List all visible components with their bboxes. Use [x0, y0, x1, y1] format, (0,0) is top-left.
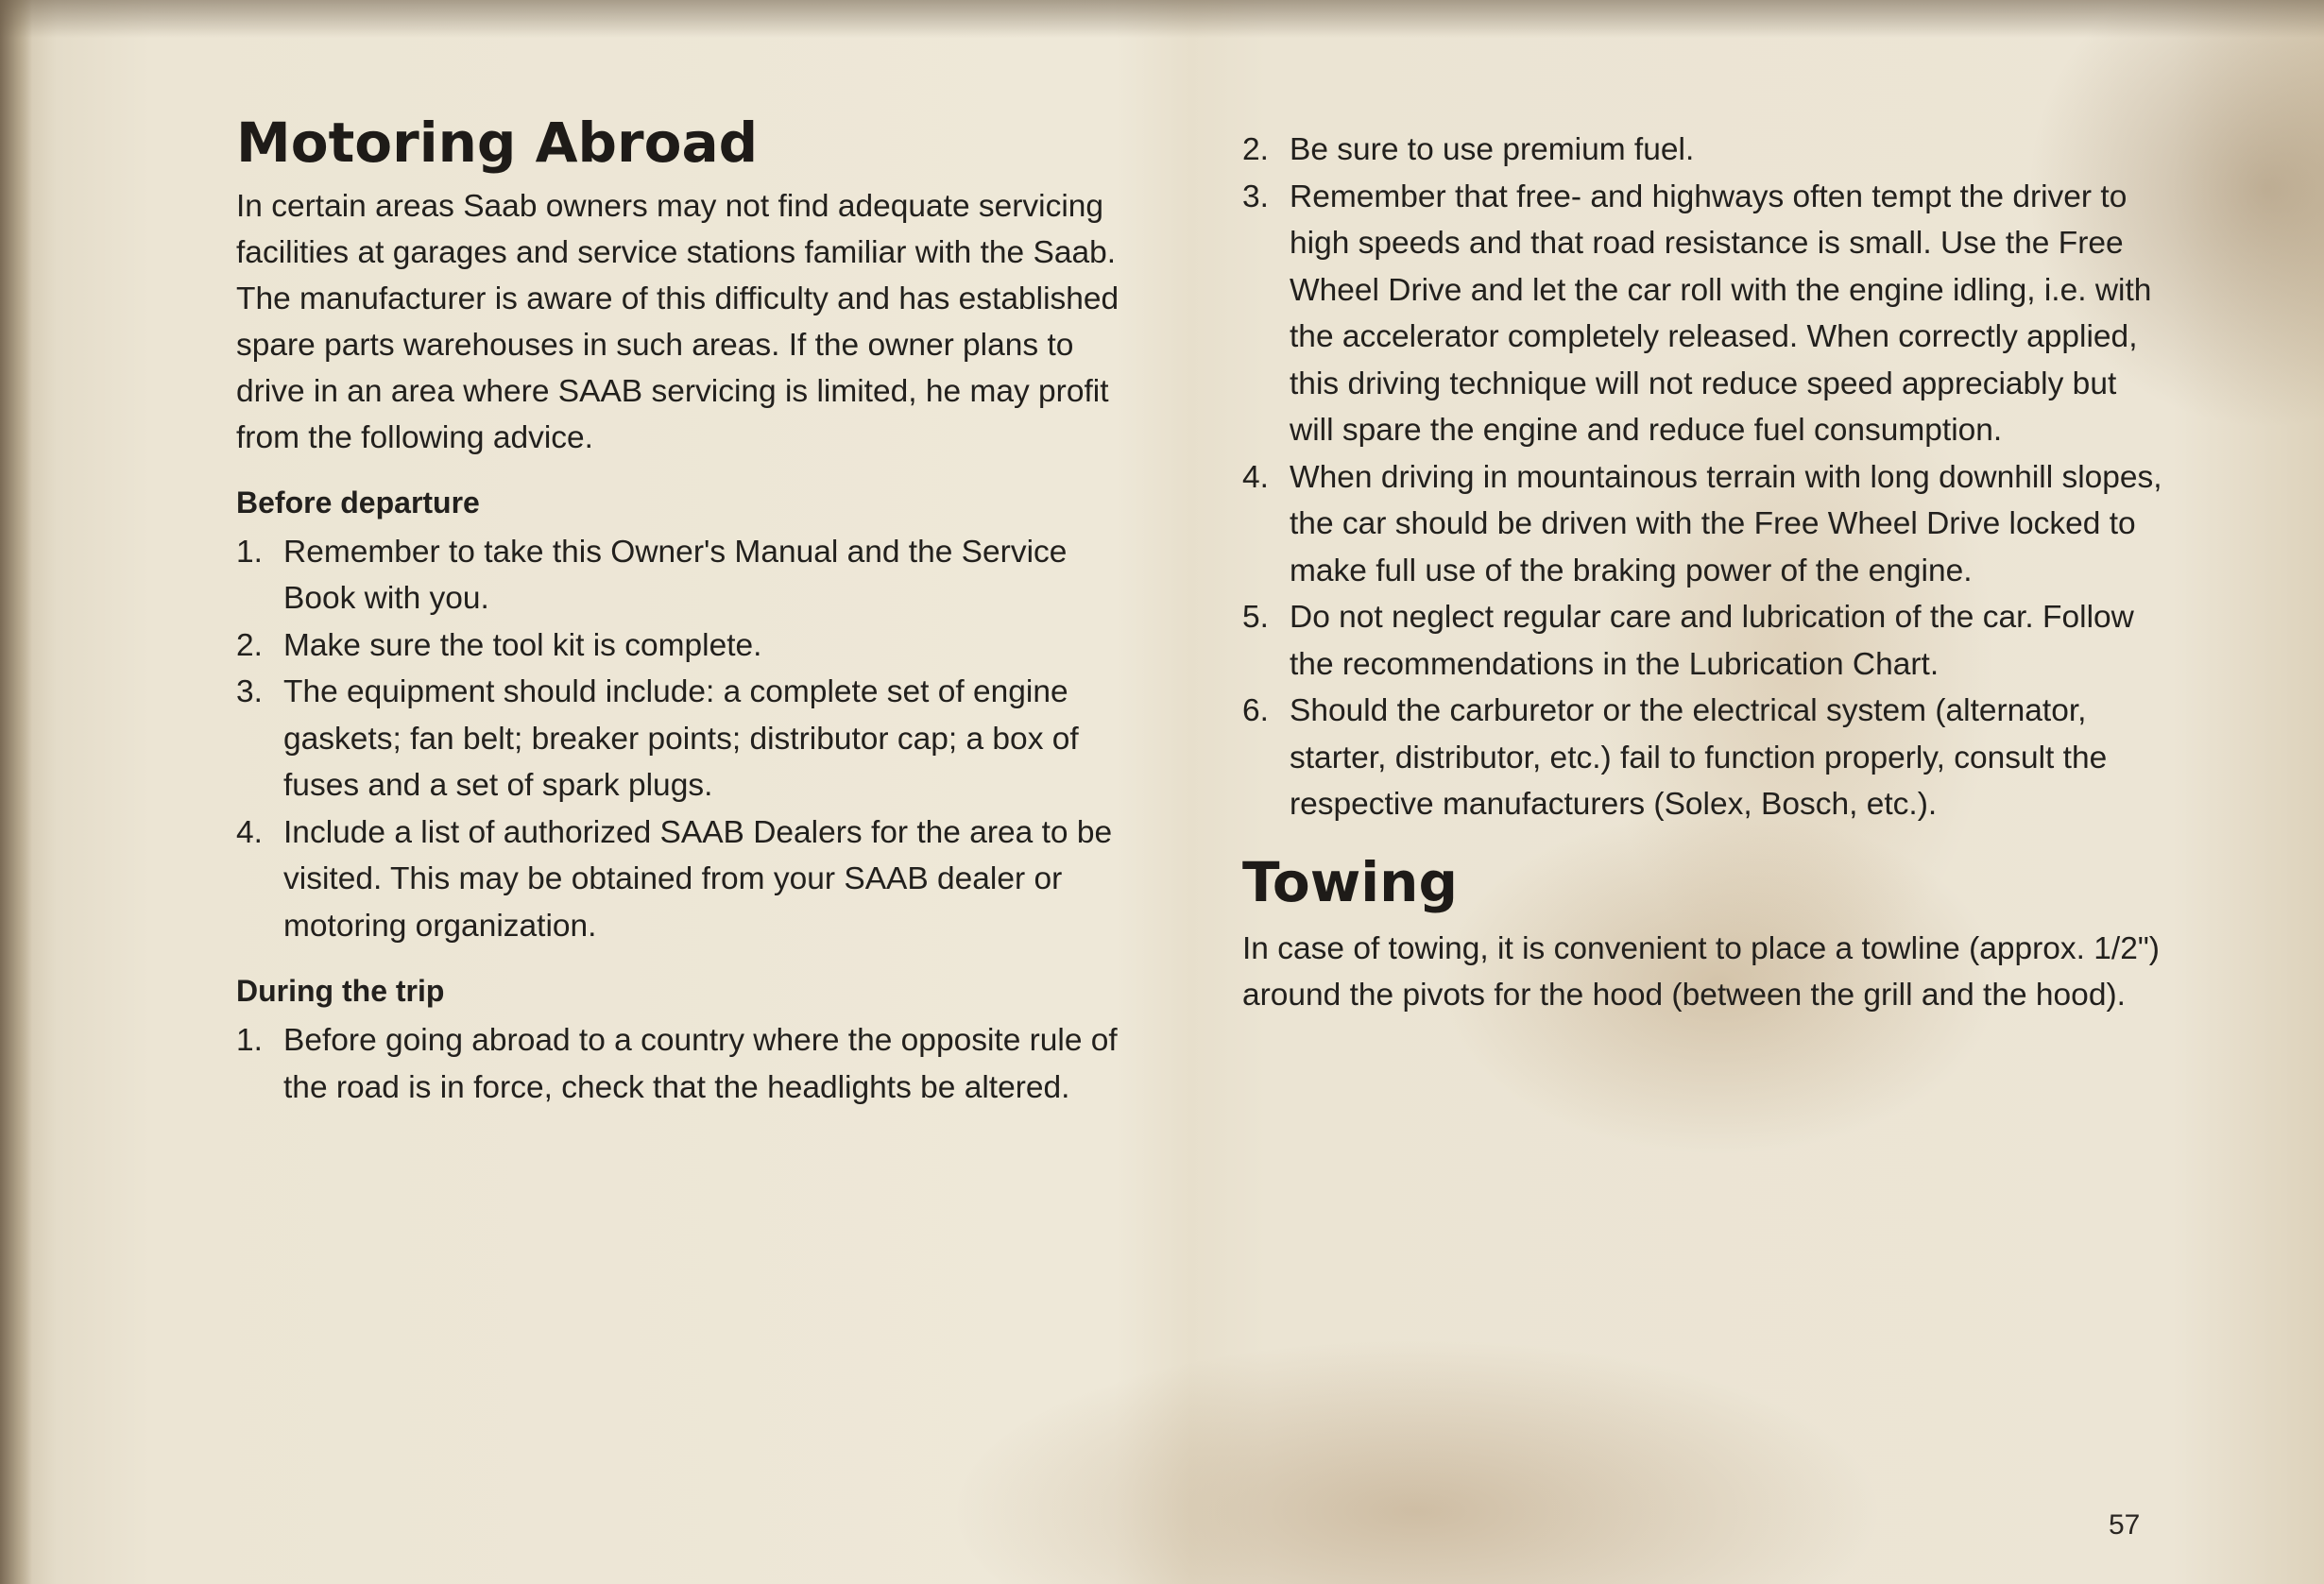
during-trip-list-continued: [1242, 127, 2168, 828]
page-number: 57: [2109, 1509, 2141, 1541]
list-item-text: Make sure the tool kit is complete.: [283, 627, 762, 663]
list-item-text: When driving in mountainous terrain with long downhill slopes, the car should be driven with the Free Wheel Drive locked to make full use of the braking power of the engine.: [1290, 459, 2162, 588]
list-item: [236, 1017, 1143, 1111]
list-item-text: Remember to take this Owner's Manual and the Service Book with you.: [283, 534, 1068, 617]
right-column: [1242, 127, 2168, 1018]
list-item-number: 6.: [1242, 693, 1269, 728]
list-item-text: Include a list of authorized SAAB Dealers for the area to be visited. This may be obtained from your SAAB dealer or motoring organization.: [283, 814, 1113, 944]
list-item-text: Should the carburetor or the electrical system (alternator, starter, distributor, etc.) fail to function properly, consult the respective manufacturers (Solex, Bosch, etc.).: [1290, 693, 2108, 822]
list-item: [1242, 688, 2168, 828]
list-item: [1242, 454, 2168, 595]
during-trip-list: [236, 1017, 1143, 1111]
list-item-text: Before going abroad to a country where the opposite rule of the road is in force, check that the headlights be altered.: [283, 1023, 1118, 1105]
list-item: [1242, 594, 2168, 688]
list-item-text: Be sure to use premium fuel.: [1290, 132, 1695, 167]
towing-paragraph: In case of towing, it is convenient to place a towline (approx. 1/2") around the pivots for the hood (between the grill and the hood).: [1242, 931, 2160, 1013]
section-title-motoring-abroad: Motoring Abroad: [236, 111, 759, 175]
binding-shadow: [0, 0, 32, 1584]
intro-paragraph: In certain areas Saab owners may not find adequate servicing facilities at garages and service stations familiar with the Saab. The manufacturer is aware of this difficulty and has established spare parts warehouses in such areas. If the owner plans to drive in an area where SAAB servicing is limited, he may profit from the following advice.: [236, 188, 1119, 455]
list-item-number: 3.: [1242, 179, 1269, 214]
list-item-number: 2.: [1242, 132, 1269, 167]
left-column: [236, 113, 1143, 1111]
list-item-number: 2.: [236, 627, 263, 663]
list-item-text: Do not neglect regular care and lubrication of the car. Follow the recommendations in the Lubrication Chart.: [1290, 600, 2134, 682]
during-trip-heading: During the trip: [236, 974, 445, 1009]
list-item-number: 4.: [236, 814, 263, 850]
list-item: [236, 529, 1143, 622]
list-item-text: The equipment should include: a complete set of engine gaskets; fan belt; breaker points; distributor cap; a box of fuses and a set of spark plugs.: [283, 674, 1079, 804]
before-departure-list: [236, 529, 1143, 950]
list-item-number: 4.: [1242, 459, 1269, 495]
list-item-text: Remember that free- and highways often tempt the driver to high speeds and that road resistance is small. Use the Free Wheel Drive and let the car roll with the engine idling, i.e. with the accelerator completely released. When correctly applied, this driving technique will not reduce speed appreciably but will spare the engine and reduce fuel consumption.: [1290, 179, 2152, 448]
list-item-number: 3.: [236, 674, 263, 710]
list-item: [236, 809, 1143, 950]
list-item: [236, 669, 1143, 809]
list-item-number: 1.: [236, 534, 263, 570]
list-item: [1242, 127, 2168, 174]
list-item: [236, 622, 1143, 670]
top-edge-shadow: [0, 0, 2324, 38]
section-title-towing: Towing: [1242, 849, 1458, 914]
list-item-number: 5.: [1242, 600, 1269, 635]
list-item: [1242, 174, 2168, 454]
list-item-number: 1.: [236, 1023, 263, 1059]
before-departure-heading: Before departure: [236, 485, 480, 519]
